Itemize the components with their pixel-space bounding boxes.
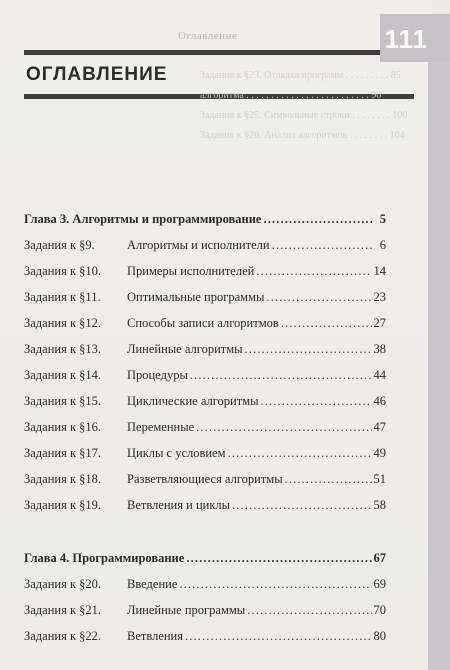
entry-title: Процедуры (127, 368, 188, 382)
entry-label: Задания к §18. (24, 472, 102, 486)
entry-label: Задания к §15. (24, 394, 102, 408)
entry-label: Задания к §16. (24, 420, 102, 434)
title-rule-top (24, 50, 414, 55)
entry-title: Линейные алгоритмы (127, 342, 243, 356)
toc-entry[interactable] (24, 394, 386, 420)
toc-entry[interactable] (24, 368, 386, 394)
entry-title: Линейные программы (127, 603, 246, 617)
thumb-index-tab (428, 38, 450, 670)
page-ref: 49 (373, 446, 386, 460)
leader-dots (261, 394, 372, 409)
entry-title: Алгоритмы и исполнители (127, 238, 270, 252)
entry-label: Задания к §10. (24, 264, 102, 278)
page-title: ОГЛАВЛЕНИЕ (26, 64, 168, 85)
page-ref: 58 (373, 498, 386, 512)
leader-dots (228, 446, 372, 461)
page-ref: 38 (373, 342, 386, 356)
page-ref: 47 (373, 420, 386, 434)
page-ref: 69 (373, 577, 386, 591)
entry-label: Задания к §21. (24, 603, 102, 617)
entry-title: Способы записи алгоритмов (127, 316, 279, 330)
entry-label: Задания к §20. (24, 577, 102, 591)
entry-label: Задания к §12. (24, 316, 102, 330)
leader-dots (285, 472, 372, 487)
leader-dots (263, 212, 372, 227)
bleed-through-line: Задания к §26. Анализ алгоритмов . . . . . . . . 104 (200, 130, 405, 141)
toc-chapter-3[interactable] (24, 212, 386, 238)
entry-label: Задания к §11. (24, 290, 101, 304)
page-ref: 46 (373, 394, 386, 408)
page-number: 111 (384, 24, 428, 54)
bleed-through-line: Задания к §23. Отладка программ . . . . . . . . . 85 (200, 70, 401, 81)
entry-title: Разветвляющиеся алгоритмы (127, 472, 283, 486)
page-ref: 67 (373, 551, 386, 565)
leader-dots (245, 342, 372, 357)
entry-label: Задания к §9. (24, 238, 95, 252)
leader-dots (272, 238, 372, 253)
entry-label: Задания к §13. (24, 342, 102, 356)
chapter-title: Глава 3. Алгоритмы и программирование (24, 212, 262, 226)
running-head: Оглавление (178, 30, 238, 42)
leader-dots (196, 420, 371, 435)
leader-dots (185, 629, 372, 644)
leader-dots (266, 290, 371, 305)
toc-entry[interactable] (24, 316, 386, 342)
leader-dots (179, 577, 371, 592)
entry-title: Переменные (127, 420, 195, 434)
page-ref: 6 (379, 238, 386, 252)
leader-dots (256, 264, 371, 279)
bleed-through-text (200, 66, 422, 146)
toc-entry[interactable] (24, 603, 386, 629)
page-ref: 51 (373, 472, 386, 486)
entry-title: Ветвления и циклы (127, 498, 231, 512)
page-ref: 23 (373, 290, 386, 304)
page-ref: 27 (373, 316, 386, 330)
toc-entry[interactable] (24, 472, 386, 498)
bleed-through-line: Задания к §25. Символьные строки . . . . . . . . 100 (200, 110, 408, 121)
leader-dots (186, 551, 371, 566)
page-ref: 14 (373, 264, 386, 278)
toc-entry[interactable] (24, 238, 386, 264)
section-gap (24, 524, 386, 551)
toc-entry[interactable] (24, 420, 386, 446)
entry-title: Циклические алгоритмы (127, 394, 259, 408)
entry-title: Оптимальные программы (127, 290, 265, 304)
toc-entry[interactable] (24, 577, 386, 603)
page-ref: 5 (379, 212, 386, 226)
leader-dots (247, 603, 371, 618)
entry-title: Ветвления (127, 629, 183, 643)
bleed-through-line: алгоритма . . . . . . . . . . . . . . . . . . . . . . . . . 90 (200, 90, 382, 101)
entry-title: Введение (127, 577, 178, 591)
entry-label: Задания к §19. (24, 498, 102, 512)
toc-entry[interactable] (24, 446, 386, 472)
toc-entry[interactable] (24, 264, 386, 290)
entry-title: Примеры исполнителей (127, 264, 255, 278)
toc-chapter-4[interactable] (24, 551, 386, 577)
page-ref: 70 (373, 603, 386, 617)
page-ref: 80 (373, 629, 386, 643)
page-ref: 44 (373, 368, 386, 382)
entry-label: Задания к §22. (24, 629, 102, 643)
leader-dots (190, 368, 372, 383)
toc-entry[interactable] (24, 290, 386, 316)
toc-entry[interactable] (24, 629, 386, 655)
leader-dots (281, 316, 372, 331)
entry-label: Задания к §14. (24, 368, 102, 382)
toc-entry[interactable] (24, 498, 386, 524)
chapter-title: Глава 4. Программирование (24, 551, 185, 565)
toc-entry[interactable] (24, 342, 386, 368)
table-of-contents (24, 212, 386, 655)
entry-title: Циклы с условием (127, 446, 226, 460)
leader-dots (232, 498, 371, 513)
entry-label: Задания к §17. (24, 446, 102, 460)
